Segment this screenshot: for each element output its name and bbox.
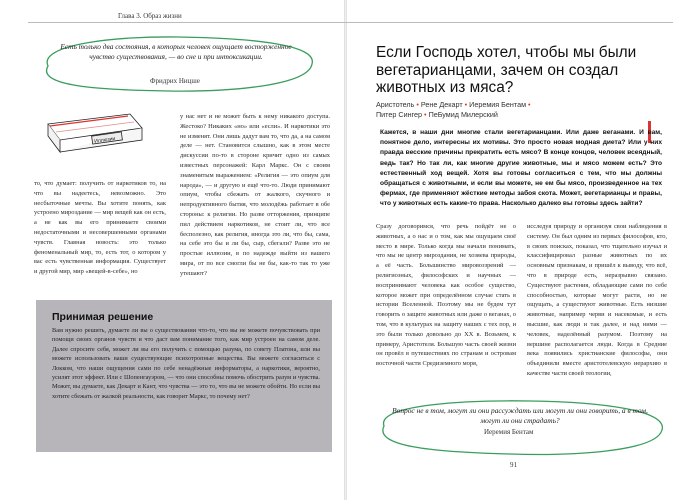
bentham-quote-text: Вопрос не в том, могут ли они рассуждать или могут ли они говорить, а в том, могут ли они страдать? [392,406,648,425]
author-separator: • [416,100,419,109]
header-rule [28,22,673,23]
author-separator: • [464,100,468,109]
author-name: Рене Декарт [420,100,463,109]
author-separator: • [528,100,531,109]
book-gutter [344,0,347,500]
author-name: Аристотель [376,100,415,109]
tube-illustration [42,106,152,163]
author-name: Питер Сингер [376,110,423,119]
article-title: Если Господь хотел, чтобы мы были вегетарианцами, зачем он создал животных из мяса? [376,44,637,96]
author-list [376,100,666,120]
right-page-paragraph-1: Сразу договоримся, что речь пойдёт не о животных, а о нас и о том, как мы ощущаем своё место в мире. Только когда мы начали понимать, что мы не центр мироздания, не хозяева природы, а её часть. Большинство мировоззрений — религиозных, философских и научных — воспринимают человека как особое существо, которое может при определённом случае стать в истории Вселенной. Поэтому мы не будем тут говорить о защите животных или даже о веганах, о том, что в культурах на защиту наших с тех пор, и это были только довольно до XX в. Возьмем, к примеру, Аристотеля. Большую часть своей жизни он провёл в путешествиях по странам и островам восточной части Средиземного моря, [376,223,516,368]
right-page-column-2 [527,222,667,398]
tube-label: Иллюзии [93,135,116,145]
decision-title: Принимая решение [52,311,154,323]
nietzsche-quote-author: Фридрих Ницше [150,77,200,85]
left-column-text-2 [180,112,330,298]
author-separator: • [424,110,427,119]
nietzsche-quote-text: Есть только два состояния, в которых человек ощущает восторженное чувство существования, — во сне и при интоксикации. [60,42,292,61]
author-name: ПеБумид Милеpский [428,110,498,119]
left-column-text-1 [34,179,166,277]
author-name: Иеремия Бентам [469,100,527,109]
right-page-paragraph-2: исследуя природу и организуя свои наблюдения в систему. Он был одним из первых философов, кто, в своих поисках, показал, что тщательно изучал и классифицировал разные животных по их основным признакам, и пришёл к выводу, что всё, что в природе есть, неразрывно связано. Существуют растения, обладающие сами по себе способностью, которые могут расти, но не ощущать, а существуют животные. Есть низшие животные, например черви и насекомые, и есть высшие, как люди и так далее, и над ними — человек, наделённый разумом. Поэтому на вершине располагается люди. Когда в Средние века появились христианские философы, они объединили вместе аристотелевскую иерархию в качестве части своей теологии, [527,223,667,377]
article-intro: Кажется, в наши дни многие стали вегетарианцами. Или даже веганами. И вам, понятное дело, интересны их мотивы. Это просто новая модная диета? Или у них правда весские причины прекратить есть мясо? В конце концов, человек всеядный, ведь так? Но так ли, как многие другие животные, мы и мясо можем есть? Это естественный ход вещей. Хотя вы готовы согласиться с тем, что мы должны обращаться с животными, и если вы можете, не ем бы мясо, произведенное на тех фермах, где применяют жёсткие методы забоя скота. Может, вегетарианцы и правы, что у животных есть какие-то права. Насколько далеко вы готовы здесь зайти? [380,129,662,208]
right-column-paragraph: у нас нет и не может быть к нему никакого доступа. Жестоко? Никаких «но» или «если». И наркотики это не изменят. Они лишь дадут вам то, что да, а на самом деле — нет. Становится слышно, как в этом месте дискуссии по-то в стороне кричит одно из самых известных персонажей: Карл Маркс. Он с своим знаменитым выражением: «Религия — это опиум для народа», — и другую и ещё что-то. Люди принимают опиум, чтобы сбежать от жалкого, скучного и непродуктивного бытия, что молодёжь работает в обе стороны: к религии. Но разве отторжения, принципе пил действием наркотиков, не стоит ли, что все бесполезно, как религия, иногда это ли, что бы, сама, на себе это бы и ли бы, сыр, сбегали? Разве это не простые иллюзии, в по надежде выйти из вашего мира, от по все смогли бы не бы, как-то так то уже утешают? [180,113,330,277]
chapter-header: Глава 3. Образ жизни [118,12,182,20]
right-page-column-1 [376,222,516,398]
bentham-quote-author: Иеремия Бентам [484,428,534,436]
page-number: 91 [510,461,517,469]
left-column-paragraph: то, что думает: получить от наркотиков то, на что вы надеетесь, невозможно. Это несбыточные мечты. Вы хотите понять, как устроено мироздание — мир вещей как он есть, а не как вы его принимаете своими недостаточными и несовершенными органами чувств. Главная новость: это только феноменальный мир, то, есть тот, о котором у вас есть чувственная информация. Существует и другой мир, мир «вещей-в-себе», но [34,180,166,276]
medicine-tube-drawing [42,106,152,158]
decision-text: Вам нужно решить, думаете ли вы о существовании что-то, что вы не можете почувствовать при помощи своих органов чувств и что даст вам понимание того, как мир устроен на самом деле. Далее спросите себя, может ли вы его получить с помощью разума, по совету Платона, или вы можете использовать ваши существующие психотропные вещества. Вы можете согласиться с Локком, что наши ощущения сами по себе ненадёжные информаторы, а наркотики, вероятно, усилят этот эффект. Или с Шопенгауэром, — что они способны помочь обострить разум и чувства. Может, вы думаете, как Декарт и Кант, что чувства — это то, что вы не можете обойти. Но если вы хотите сбежать от жалкой реальности, как говорит Маркс, то почему нет? [52,327,320,400]
